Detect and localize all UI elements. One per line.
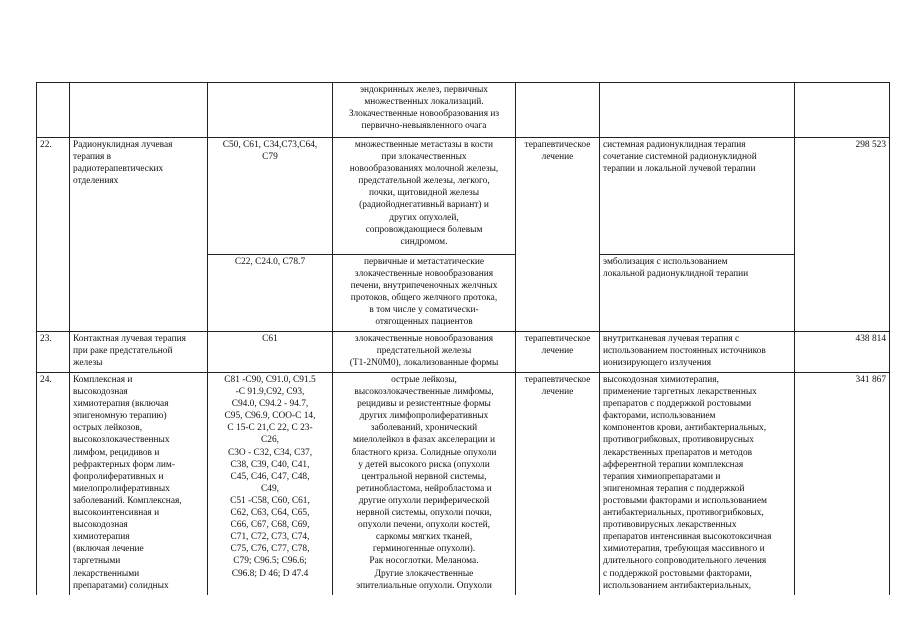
treatment-method-cell [600,83,795,138]
text-line: терапия химиопрепаратами и [603,471,721,482]
text-line: C95, C96.9, COO-C 14, [224,411,316,422]
text-line: C62, C63, C64, C65, [230,508,310,519]
diagnosis-cell [333,138,516,255]
text-line: C71, C72, C73, C74, [230,532,310,543]
text-line: терапия в [73,152,112,163]
text-line: у детей высокого риска (опухоли [358,459,490,470]
text-line: терапевтическое [524,334,591,344]
cost-cell: 298 523 [795,138,890,332]
text-line: C81 -C90, C91.0, C91.5 [224,375,316,385]
text-line: лечение [541,346,574,357]
text-line: рецидивы и резистентные формы [357,399,491,410]
icd-codes-cell [208,332,333,373]
treatment-type-cell [516,332,600,373]
text-line: с поддержкой ростовыми факторами, [603,568,752,579]
text-line: C51 -C58, C60, C61, [230,495,310,506]
text-line: миелолейкоз в фазах акселерации и [353,435,495,446]
text-line: антибактериальных, противогрибковых, [603,508,764,519]
text-line: высокодозная [73,387,128,398]
text-line: печени, внутрипеченочных желчных [350,281,498,292]
text-line: множественных локализаций. [364,97,484,108]
text-line: лечение [541,387,574,398]
text-line: множественные метастазы в кости [354,140,494,150]
text-line: компонентов крови, антибактериальных, [603,423,767,434]
text-line: протоков, общего желчного протока, [350,293,498,304]
text-line: первично-невыявленного очага [361,121,487,132]
text-line: эмболизация с использованием [603,257,728,267]
text-line: радиотерапевтических [73,164,164,175]
procedure-name-cell [70,83,208,138]
text-line: высокоинтенсивная и [73,508,160,519]
text-line: C66, C67, C68, C69, [230,520,310,531]
text-line: C79 [262,152,278,163]
text-line: предстательной железы [376,346,472,357]
text-line: нервной системы, опухоли почки, [356,508,492,519]
text-line: лечение [541,152,574,163]
text-line: факторами, использованием [603,411,716,422]
text-line: терапии и локальной лучевой терапии [603,164,756,175]
text-line: ростовыми факторами и использованием [603,495,767,506]
text-line: Комплексная и [73,375,133,385]
text-line: высокодозная [73,520,128,531]
text-line: при злокачественных [381,152,467,163]
text-line: препаратов с поддержкой ростовыми [603,399,752,410]
text-line: злокачественные новообразования [354,334,494,344]
text-line: химиотерапия, требующая массивного и [603,544,765,555]
diagnosis-cell [333,255,516,332]
diagnosis-cell [333,332,516,373]
text-line: железы [73,358,103,369]
text-line: C38, C39, C40, C41, [230,459,310,470]
icd-codes-cell [208,138,333,255]
text-line: новообразованиях молочной железы, [349,164,499,175]
treatment-type-cell [516,373,600,595]
text-line: лекарственных препаратов и методов [603,447,753,458]
diagnosis-cell [333,83,516,138]
text-line: других лимфопролиферативных [359,411,489,422]
text-line: эпигеномную терапию) [73,411,167,422]
icd-codes-cell [208,255,333,332]
text-line: высокозлокачественные лимфомы, [354,387,494,398]
text-line: C3O - C32, C34, C37, [227,447,313,458]
text-line: (радиойоднегативньй вариант) и [359,200,489,211]
text-line: острые лейкозы, [391,375,457,385]
text-line: бластного криза. Солидные опухоли [351,447,497,458]
text-line: сочетание системной радионуклидной [603,152,757,163]
text-line: терапевтическое [524,375,591,385]
text-line: фопролиферативных и [73,471,164,482]
text-line: препаратами) солидных [73,580,169,591]
text-line: C75, C76, C77, C78, [230,544,310,555]
text-line: химиотерапия (включая [73,399,169,410]
text-line: первичные и метастатические [363,257,485,267]
text-line: терапевтическое [524,140,591,150]
text-line: высокозлокачественных [73,435,170,446]
cost-cell: 438 814 [795,332,890,373]
row-number-cell: 24. [37,373,70,595]
text-line: использованием антибактериальных, [603,580,752,591]
text-line: внутритканевая лучевая терапия с [603,334,740,344]
treatment-type-cell [516,83,600,138]
procedure-name-cell [70,332,208,373]
text-line: ионизирующего излучения [603,358,712,369]
text-line: в том числе у соматически- [369,305,479,316]
text-line: химиотерапия [73,532,130,543]
icd-codes-cell [208,373,333,595]
text-line: острых лейкозов, [73,423,143,434]
table-row-continuation [37,83,890,138]
text-line: других опухолей, [389,212,459,223]
text-line: заболеваний. Комплексная, [73,495,182,506]
text-line: миелопролиферативных [73,483,170,494]
text-line: длительного сопроводительного лечения [603,556,767,567]
treatment-type-cell [516,138,600,332]
text-line: C94.0, C94.2 - 94.7, [231,399,309,410]
text-line: почки, щитовидной железы [368,188,480,199]
table-row-23 [37,332,890,373]
text-line: злокачественные новообразования [354,269,494,280]
text-line: рефрактерных форм лим- [73,459,175,470]
text-line: другие опухоли периферической [358,495,490,506]
diagnosis-cell [333,373,516,595]
cost-cell [795,83,890,138]
text-line: препаратов интенсивная высокотоксичная [603,532,772,543]
text-line: предстательной железы, легкого, [358,176,490,187]
row-number-cell: 23. [37,332,70,373]
text-line: (T1-2N0M0), локализованные формы [349,358,499,369]
text-line: синдромом. [400,236,448,247]
text-line: при раке предстательной [73,346,173,357]
text-line: опухоли печени, опухоли костей, [358,520,490,531]
icd-codes-cell [208,83,333,138]
text-line: таргетными [73,556,121,567]
text-line: высокодозная химиотерапия, [603,375,719,385]
procedure-name-cell [70,138,208,332]
text-line: Злокачественные новообразования из [348,109,500,120]
text-line: C22, C24.0, C78.7 [234,257,306,267]
text-line: Другие злокачественные [374,568,474,579]
text-line: использованием постоянных источников [603,346,766,357]
treatment-method-cell [600,138,795,255]
text-line: (включая лечение [73,544,144,555]
treatment-method-cell [600,332,795,373]
text-line: центральной нервной системы, [361,471,487,482]
text-line: Радионуклидная лучевая [73,140,173,150]
table-row-24 [37,373,890,595]
text-line: саркомы мягких тканей, [375,532,473,543]
text-line: C96.8; D 46; D 47.4 [231,568,309,579]
text-line: сопровождающиеся болевым [365,224,483,235]
procedure-name-cell [70,373,208,595]
medical-procedures-table [36,82,890,595]
text-line: C79; C96.5; C96.6; [233,556,307,567]
text-line: локальной радионуклидной терапии [603,269,749,280]
text-line: C 15-C 21,C 22, C 23- [227,423,313,434]
text-line: ретинобластома, нейробластома и [356,483,492,494]
text-line: C26, [261,435,279,446]
text-line: афферентной терапии комплексная [603,459,744,470]
text-line: лимфом, рецидивов и [73,447,160,458]
text-line: противовирусных лекарственных [603,520,737,531]
text-line: C50, C61, C34,C73,C64, [222,140,318,150]
text-line: Контактная лучевая терапия [73,334,186,344]
text-line: эндокринных желез, первичных [359,85,488,95]
text-line: отягощенных пациентов [375,317,473,328]
text-line: лекарственными [73,568,140,579]
text-line: C61 [262,334,278,344]
text-line: противогрибковых, противовирусных [603,435,754,446]
table-row-22 [37,138,890,255]
treatment-method-cell [600,255,795,332]
text-line: системная радионуклидная терапия [603,140,746,150]
text-line: -C 91.9,C92, C93, [235,387,305,398]
treatment-method-cell [600,373,795,595]
text-line: эпигеномная терапия с поддержкой [603,483,745,494]
cost-cell: 341 867 [795,373,890,595]
row-number-cell [37,83,70,138]
text-line: C45, C46, C47, C48, [230,471,310,482]
text-line: отделениях [73,176,119,187]
text-line: герминогенные опухоли). [372,544,476,555]
text-line: C49, [261,483,279,494]
row-number-cell: 22. [37,138,70,332]
text-line: заболеваний, хронический [370,423,478,434]
text-line: применение таргетных лекарственных [603,387,757,398]
text-line: Рак носоглотки. Меланома. [369,556,479,567]
text-line: эпителиальные опухоли. Опухоли [356,580,492,591]
